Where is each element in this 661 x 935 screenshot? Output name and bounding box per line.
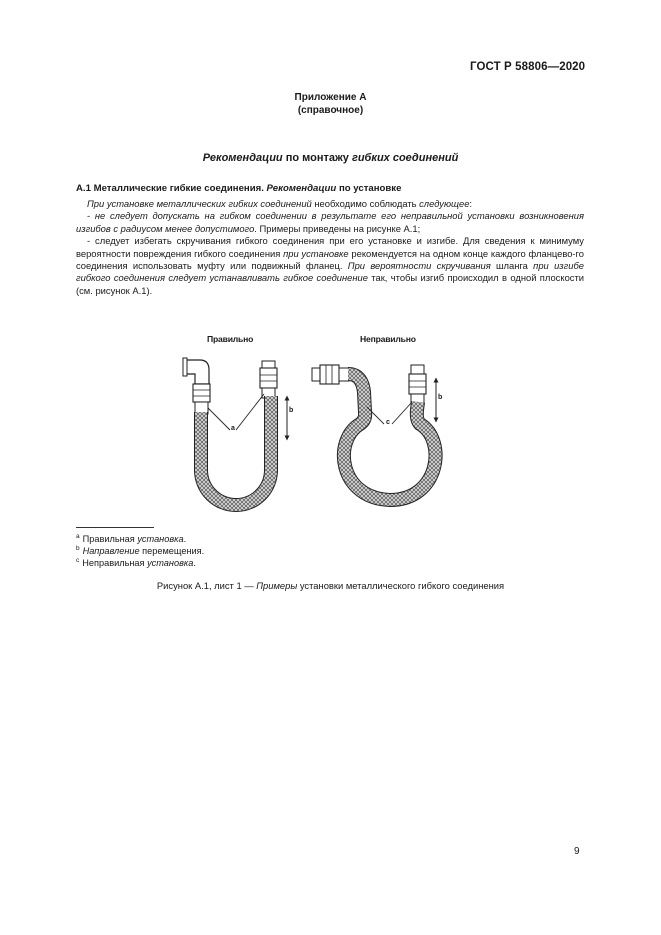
text-run: при установке bbox=[283, 247, 349, 259]
figure-caption bbox=[0, 580, 661, 591]
footnote-text: Неправильная bbox=[82, 558, 148, 568]
label-incorrect: Неправильно bbox=[360, 334, 416, 344]
marker-a: a bbox=[231, 425, 235, 432]
footnote-text: Направление bbox=[82, 546, 140, 556]
text-run: шланга bbox=[490, 260, 534, 272]
footnote-text: Правильная bbox=[82, 534, 138, 544]
text-run: При вероятности скручивания bbox=[347, 260, 491, 272]
footnote-text: установка bbox=[147, 558, 194, 568]
section-title-part: гибких соединений bbox=[351, 152, 459, 164]
text-run: при изгибе гибкого соединения следует устанавливать гибкое соединение bbox=[76, 260, 584, 284]
footnote-divider bbox=[76, 527, 154, 528]
text-run: не следует допускать на гибком соединении в результате его неправильной установки возникновения изгибов с радиусом менее допустимого bbox=[76, 210, 584, 234]
text-run: рекомендуется на одном конце каждого фланцево-го соединения использовать муфту или подвижный фланец. bbox=[76, 247, 584, 272]
section-title-part: по монтажу bbox=[282, 152, 352, 164]
leader-line bbox=[392, 402, 412, 424]
subsection-title-part: Рекомендации bbox=[266, 183, 337, 194]
text-run: При установке металлических гибких соединений bbox=[87, 198, 312, 209]
footnote-mark: c bbox=[76, 557, 80, 564]
marker-b-left: b bbox=[289, 407, 294, 414]
leader-line bbox=[236, 394, 264, 430]
text-run: : bbox=[469, 198, 473, 209]
correct-hose bbox=[183, 358, 277, 505]
incorrect-hose bbox=[312, 365, 436, 500]
footnote-a bbox=[76, 533, 186, 544]
footnote-mark: b bbox=[76, 545, 80, 552]
appendix-title: Приложение А bbox=[294, 92, 367, 103]
appendix-subtitle: (справочное) bbox=[297, 105, 364, 116]
footnote-text: перемещения. bbox=[139, 546, 205, 556]
page-number: 9 bbox=[574, 846, 580, 857]
footnote-text: установка bbox=[137, 534, 184, 544]
text-run: необходимо соблюдать bbox=[311, 198, 420, 209]
subsection-title-part: А.1 Металлические гибкие соединения. bbox=[76, 183, 267, 194]
text-run: - следует избегать скручивания гибкого соединения при его установке и изгибе. Для сведения к минимуму вероятности повреждения гибкого соединения bbox=[76, 235, 584, 259]
text-run: следующее bbox=[419, 198, 470, 209]
marker-b-right: b bbox=[438, 394, 443, 401]
text-run: . Примеры приведены на рисунке А.1; bbox=[254, 222, 421, 234]
label-correct: Правильно bbox=[207, 334, 254, 344]
caption-part: установки металлического гибкого соединения bbox=[297, 580, 505, 591]
text-run: так, чтобы изгиб происходил в одной плоскости (см. рисунок А.1). bbox=[76, 272, 584, 296]
leader-line bbox=[208, 408, 230, 430]
caption-part: Примеры bbox=[256, 580, 298, 591]
document-code: ГОСТ Р 58806—2020 bbox=[470, 61, 586, 73]
section-title-part: Рекомендации bbox=[202, 152, 283, 164]
text-run: - bbox=[87, 210, 95, 222]
footnote-text: . bbox=[193, 558, 196, 568]
caption-part: Рисунок А.1, лист 1 — bbox=[156, 580, 257, 591]
footnote-mark: a bbox=[76, 533, 80, 540]
marker-c: c bbox=[386, 419, 390, 426]
subsection-title-part: по установке bbox=[336, 183, 402, 194]
footnote-c bbox=[76, 557, 196, 568]
footnote-text: . bbox=[183, 534, 187, 544]
footnote-b bbox=[76, 545, 204, 556]
